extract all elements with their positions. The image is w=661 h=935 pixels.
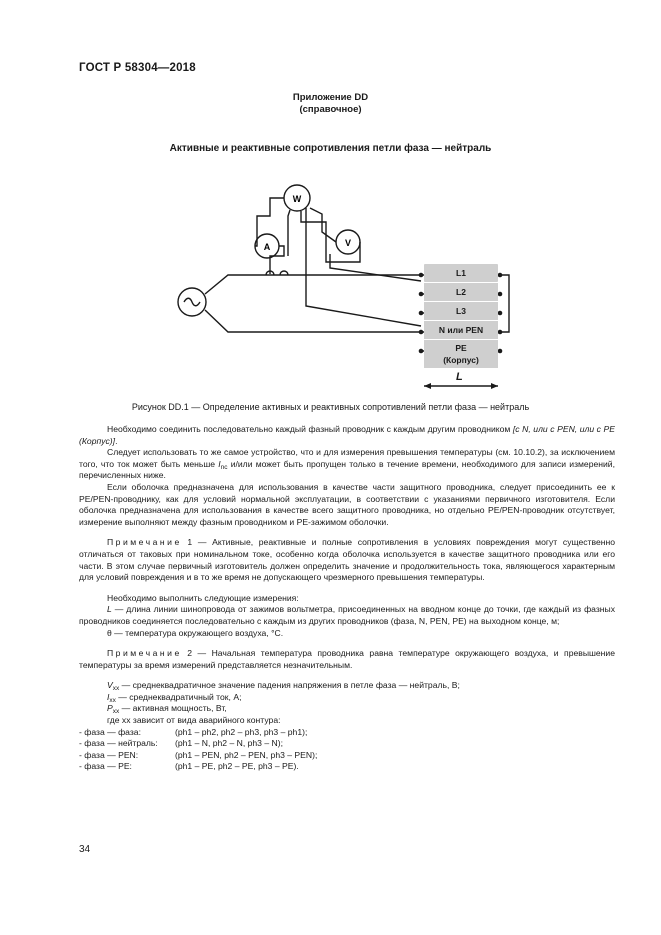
paragraph-device: Следует использовать то же самое устройство, что и для измерения превышения температуры (см. 10.10.2), за исключением того, что ток может быть меньше $I_{nc}$ и/или может быть пропущен только в течение времени, необходимого для записи измерений, перечисленных ниже. — [79, 447, 615, 481]
voltmeter-label: V — [344, 238, 352, 248]
short-circuit-link — [500, 275, 509, 332]
definition-temperature: θ — температура окружающего воздуха, °С. — [107, 627, 284, 638]
paragraph-enclosure: Если оболочка предназначена для использования в качестве части защитного проводника, следует присоединить ее к PE/PEN-проводнику, как для условий нормальной эксплуатации, в соответствии с указаниями первичного изготовителя. Если оболочка предназначена для использования в качестве всего защитного проводника, но отдельно PE/PEN-проводник отсутствует, измерение выполняют между фазным проводником и PE-зажимом оболочки. — [79, 481, 615, 527]
definition-length: L — длина линии шинопровода от зажимов вольтметра, присоединенных на вводном конце до точки, где каждый из фазных проводников соединяется последовательно с каждым из других проводников (фаза, N, PEN, PE) на выходном конце, м; — [79, 604, 615, 626]
fault-loop-intro: где хх зависит от вида аварийного контура: — [107, 715, 281, 726]
ammeter-label: A — [263, 242, 271, 252]
fault-type-phase-neutral: - фаза — нейтраль: (ph1 – N, ph2 – N, ph3 – N); — [79, 738, 283, 749]
conductor-band-n — [424, 321, 498, 339]
annex-title: Приложение DD — [292, 92, 369, 103]
ac-source-icon — [184, 298, 200, 306]
circuit-diagram — [0, 0, 661, 400]
conductor-band-l1 — [424, 264, 498, 282]
conductor-label-n: N или PEN — [438, 325, 484, 335]
figure-caption: Рисунок DD.1 — Определение активных и реактивных сопротивлений петли фаза — нейтраль — [131, 402, 530, 412]
note-1: Примечание 1 — Активные, реактивные и полные сопротивления в условиях повреждения могут существенно отличаться от таковых при номинальном токе, особенно когда оболочка используется в качестве защитного проводника или его части. В этом случае первичный изготовитель должен определить значение и продолжительность тока, являющегося характерным для условий повреждения и в то же время не допускающего чрезмерного превышения температуры. — [79, 537, 615, 583]
fault-type-phase-pen: - фаза — PEN: (ph1 – PEN, ph2 – PEN, ph3 – PEN); — [79, 749, 318, 760]
annex-subtitle: (справочное) — [299, 104, 362, 115]
paragraph-connect: Необходимо соединить последовательно каждый фазный проводник с каждым другим проводником [с N, или с PEN, или с PE (Корпус)]. — [79, 424, 616, 446]
wattmeter-label: W — [292, 194, 302, 204]
body-text — [79, 424, 615, 773]
paragraph-measurements: Необходимо выполнить следующие измерения: — [107, 592, 299, 603]
conductor-band-l3 — [424, 302, 498, 320]
section-title: Активные и реактивные сопротивления петли фаза — нейтраль — [169, 143, 492, 154]
page-number: 34 — [79, 844, 91, 855]
note-2: Примечание 2 — Начальная температура проводника равна температуре окружающего воздуха, и превышение температуры за время измерений представляется незначительным. — [79, 648, 615, 670]
conductor-band-l2 — [424, 283, 498, 301]
conductor-label-case: (Корпус) — [443, 355, 479, 365]
conductor-band-pe — [424, 340, 498, 368]
conductor-label-l1: L1 — [456, 268, 466, 278]
arrow-right-icon — [491, 383, 498, 389]
fault-type-phase-phase: - фаза — фаза: (ph1 – ph2, ph2 – ph3, ph3 – ph1); — [79, 726, 308, 737]
definition-voltage: $V_{xx}$ — среднеквадратичное значение падения напряжения в петле фаза — нейтраль, В; — [107, 680, 460, 693]
fault-type-phase-pe: - фаза — PE: (ph1 – PE, ph2 – PE, ph3 – PE). — [79, 761, 299, 772]
conductor-label-l2: L2 — [456, 287, 466, 297]
arrow-left-icon — [424, 383, 431, 389]
length-label: L — [456, 371, 463, 383]
conductor-label-pe: PE — [455, 343, 467, 353]
definition-power: $P_{xx}$ — активная мощность, Вт, — [107, 703, 227, 716]
document-header: ГОСТ Р 58304—2018 — [79, 62, 196, 74]
conductor-label-l3: L3 — [456, 306, 466, 316]
definition-current: $I_{xx}$ — среднеквадратичный ток, А; — [107, 691, 242, 704]
